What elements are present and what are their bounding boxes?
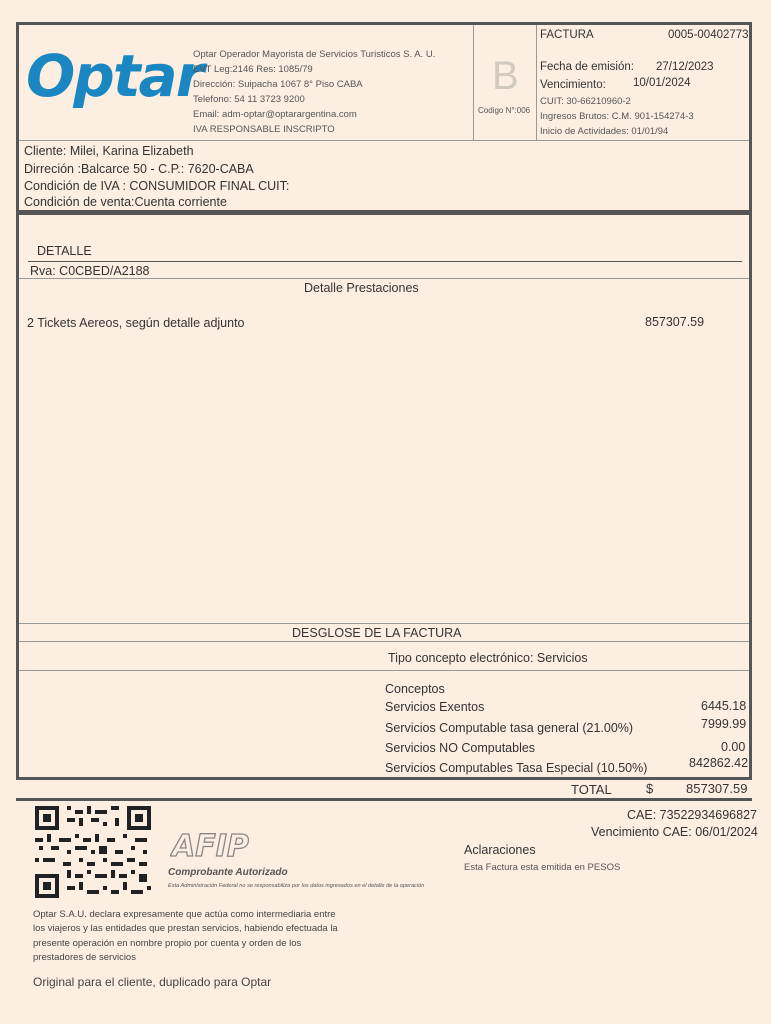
declaration-line: los viajeros y las entidades que prestan servicios, habiendo efectuada la xyxy=(33,923,338,935)
company-evt: EVT Leg:2146 Res: 1085/79 xyxy=(193,64,313,75)
concepts-label: Conceptos xyxy=(385,682,445,696)
afip-authorized: Comprobante Autorizado xyxy=(168,867,288,878)
breakdown-title: DESGLOSE DE LA FACTURA xyxy=(292,626,462,640)
client-iva: Condición de IVA : CONSUMIDOR FINAL CUIT: xyxy=(24,179,290,193)
company-cuit: CUIT: 30-66210960-2 xyxy=(540,96,631,107)
company-address: Dirección: Suipacha 1067 8° Piso CABA xyxy=(193,79,363,90)
company-logo: Optar xyxy=(26,42,203,110)
issue-date-label: Fecha de emisión: xyxy=(540,61,634,73)
client-address: Dirreción :Balcarce 50 - C.P.: 7620-CABA xyxy=(24,162,254,176)
invoice-letter: B xyxy=(492,54,519,98)
header-divider-2 xyxy=(536,25,537,140)
item-amount: 857307.59 xyxy=(645,315,705,329)
cae-due-date: Vencimiento CAE: 06/01/2024 xyxy=(591,825,758,839)
client-sale-condition: Condición de venta:Cuenta corriente xyxy=(24,195,227,209)
company-name: Optar Operador Mayorista de Servicios Turisticos S. A. U. xyxy=(193,49,436,60)
concept-row-label: Servicios Computable tasa general (21.00%) xyxy=(385,721,634,735)
due-date: 10/01/2024 xyxy=(633,77,691,89)
concept-row-label: Servicios Exentos xyxy=(385,700,485,714)
afip-logo xyxy=(170,828,256,862)
breakdown-title-line xyxy=(19,641,749,642)
declaration xyxy=(33,908,338,965)
concept-row-value: 7999.99 xyxy=(701,717,747,731)
concept-type-line xyxy=(19,670,749,671)
concept-row-value: 0.00 xyxy=(721,740,746,754)
due-date-label: Vencimiento: xyxy=(540,79,606,91)
invoice-code: Codigo N°:006 xyxy=(478,106,531,115)
concept-row-value: 842862.42 xyxy=(689,756,749,770)
company-phone: Telefono: 54 11 3723 9200 xyxy=(193,94,305,105)
declaration-line: prestadores de servicios xyxy=(33,951,136,963)
activity-start: Inicio de Actividades: 01/01/94 xyxy=(540,126,669,137)
client-name: Cliente: Milei, Karina Elizabeth xyxy=(24,144,194,158)
total-underline xyxy=(16,798,752,801)
header-separator xyxy=(19,140,749,141)
concept-type: Tipo concepto electrónico: Servicios xyxy=(388,651,588,665)
qr-code xyxy=(35,806,151,898)
total-label: TOTAL xyxy=(571,782,612,797)
gross-income: Ingresos Brutos: C.M. 901-154274-3 xyxy=(540,111,694,122)
concept-row-label: Servicios NO Computables xyxy=(385,741,536,755)
breakdown-top-line xyxy=(19,623,749,624)
header-divider-1 xyxy=(473,25,474,140)
notes-title: Aclaraciones xyxy=(464,843,536,857)
reservation-line xyxy=(19,278,749,279)
copy-notice: Original para el cliente, duplicado para Optar xyxy=(33,975,272,989)
body-frame xyxy=(16,210,752,780)
invoice-number: 0005-00402773 xyxy=(668,29,749,41)
declaration-line: Optar S.A.U. declara expresamente que actúa como intermediaria entre xyxy=(33,909,336,920)
company-email: Email: adm-optar@optarargentina.com xyxy=(193,109,357,120)
cae-number: CAE: 73522934696827 xyxy=(627,808,757,822)
invoice-label: FACTURA xyxy=(540,29,594,41)
reservation-code: Rva: C0CBED/A2188 xyxy=(30,264,150,278)
detail-title-line xyxy=(28,261,742,262)
notes-text: Esta Factura esta emitida en PESOS xyxy=(464,862,621,873)
company-iva: IVA RESPONSABLE INSCRIPTO xyxy=(193,124,335,135)
declaration-line: presente operación en nombre propio por cuenta y orden de los xyxy=(33,937,302,949)
afip-logo-text: AFIP xyxy=(172,829,249,862)
total-currency: $ xyxy=(646,781,654,796)
total-amount: 857307.59 xyxy=(686,781,748,796)
item-description: 2 Tickets Aereos, según detalle adjunto xyxy=(27,316,245,330)
detail-title: DETALLE xyxy=(37,244,92,258)
issue-date: 27/12/2023 xyxy=(656,61,714,73)
concept-row-value: 6445.18 xyxy=(701,699,747,713)
afip-disclaimer: Esta Administración Federal no se responsabiliza por los datos ingresados en el detalle de la operación xyxy=(168,883,425,889)
concept-row-label: Servicios Computables Tasa Especial (10.50%) xyxy=(385,761,648,775)
detail-header: Detalle Prestaciones xyxy=(304,281,419,295)
